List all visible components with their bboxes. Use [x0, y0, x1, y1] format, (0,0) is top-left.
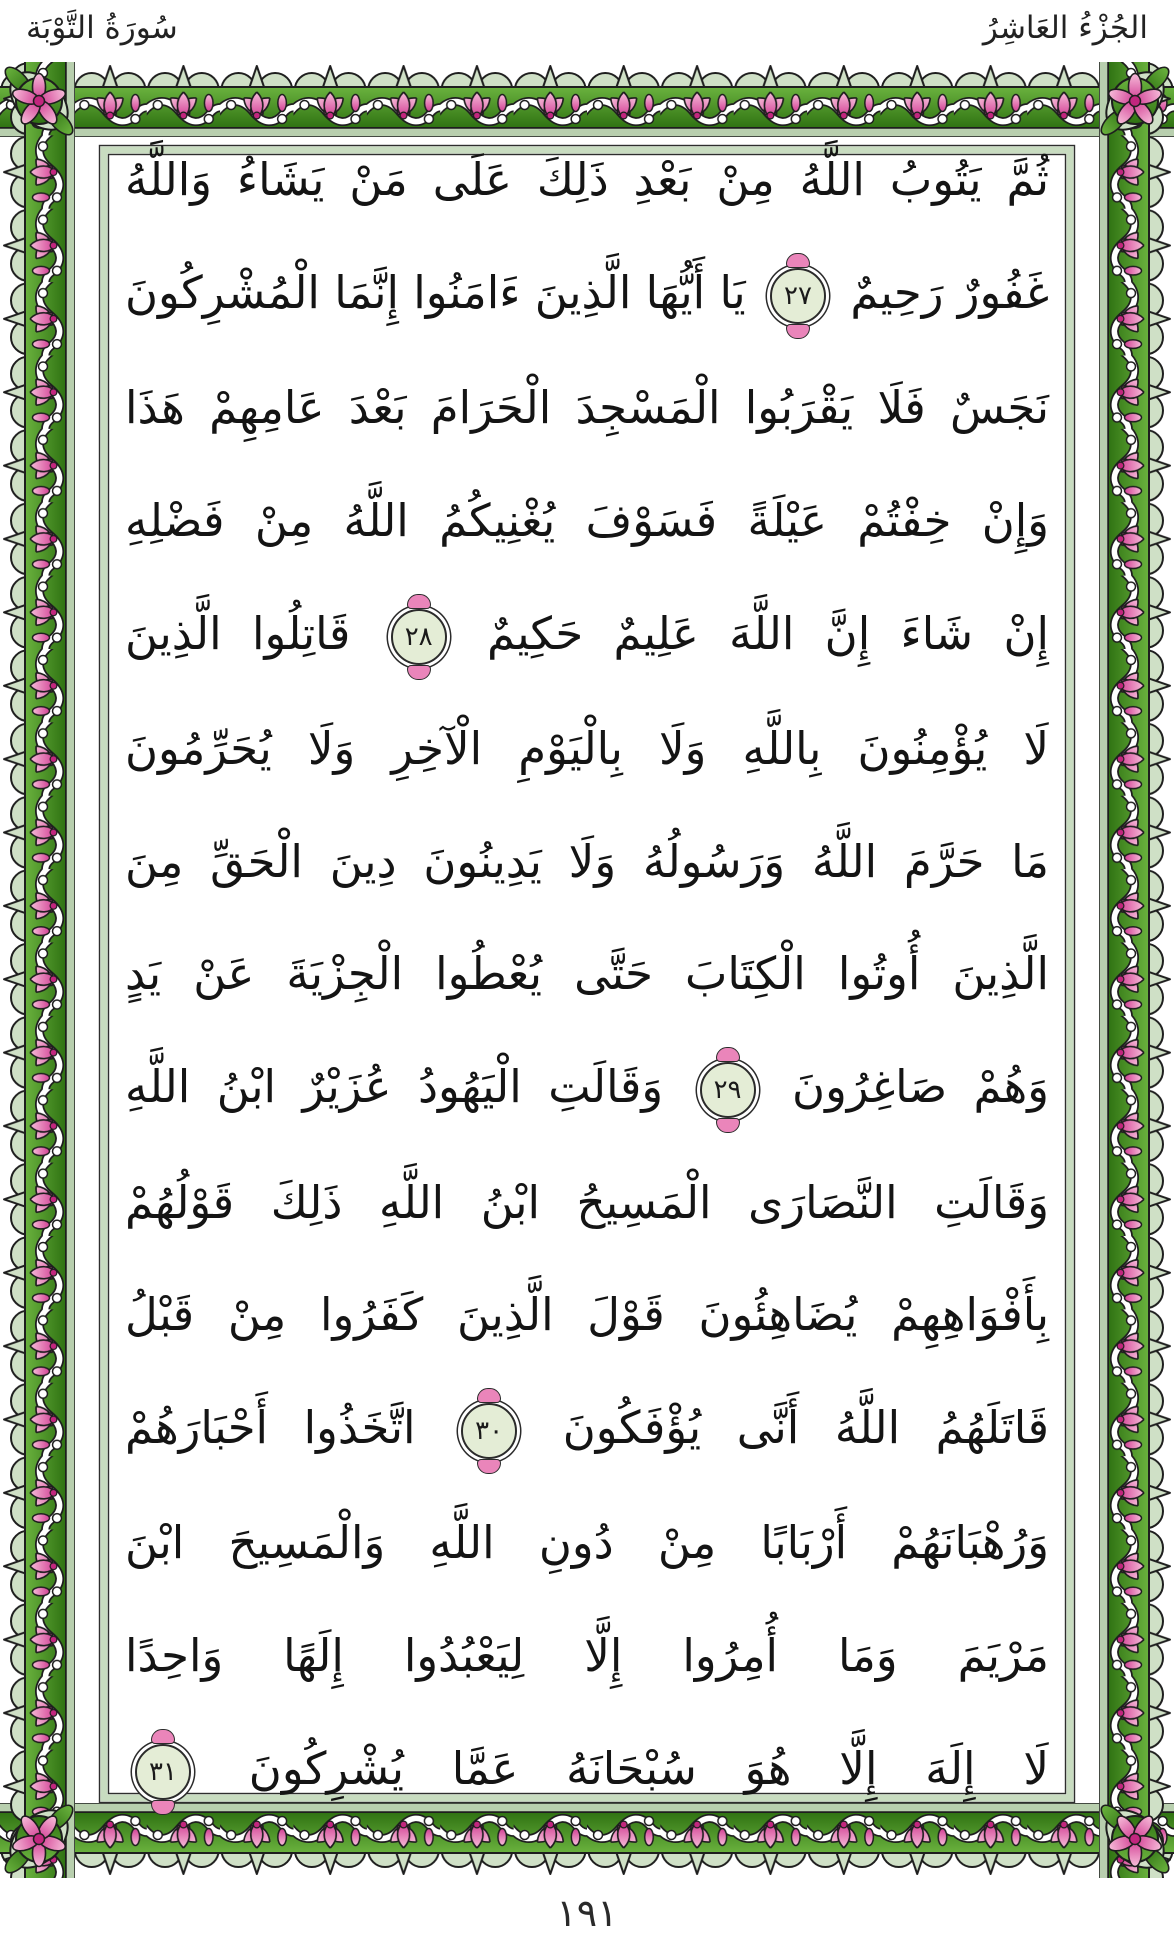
surah-title: سُورَةُ التَّوْبَة	[26, 10, 178, 46]
ayah-text: ثُمَّ يَتُوبُ اللَّهُ مِنْ بَعْدِ ذَلِكَ عَلَى مَنْ يَشَاءُ وَاللَّهُ	[125, 153, 1049, 206]
ayah-text: يَا أَيُّهَا الَّذِينَ ءَامَنُوا إِنَّمَا الْمُشْرِكُونَ	[125, 265, 746, 319]
ayah-text: قَاتِلُوا الَّذِينَ	[125, 606, 351, 660]
quran-line	[125, 1400, 1049, 1459]
ayah-end-marker	[391, 609, 447, 665]
ayah-number: ٢٧	[784, 280, 812, 311]
ayah-text: لَا يُؤْمِنُونَ بِاللَّهِ وَلَا بِالْيَوْمِ الْآخِرِ وَلَا يُحَرِّمُونَ	[125, 722, 1049, 776]
ayah-text: وَقَالَتِ النَّصَارَى الْمَسِيحُ ابْنُ اللَّهِ ذَلِكَ قَوْلُهُمْ	[125, 1175, 1049, 1229]
juz-title: الجُزْءُ العَاشِرُ	[982, 10, 1148, 46]
quran-line	[125, 1059, 1049, 1118]
ayah-text: لَا إِلَهَ إِلَّا هُوَ سُبْحَانَهُ عَمَّا يُشْرِكُونَ	[248, 1741, 1049, 1795]
quran-line	[125, 265, 1049, 324]
ayah-number: ٣١	[149, 1756, 177, 1787]
ayah-text: الَّذِينَ أُوتُوا الْكِتَابَ حَتَّى يُعْطُوا الْجِزْيَةَ عَنْ يَدٍ	[125, 947, 1049, 1001]
quran-line	[125, 1515, 1049, 1571]
ayah-text: وَهُمْ صَاغِرُونَ	[792, 1060, 1049, 1114]
quran-line	[125, 1175, 1049, 1231]
ayah-number: ٢٨	[404, 621, 433, 652]
ayah-text: غَفُورٌ رَحِيمٌ	[850, 265, 1050, 319]
ayah-number: ٢٩	[713, 1075, 742, 1106]
quran-line	[125, 606, 1049, 665]
quran-line	[125, 380, 1049, 436]
ayah-text: قَاتَلَهُمُ اللَّهُ أَنَّى يُؤْفَكُونَ	[562, 1400, 1049, 1454]
quran-line	[125, 834, 1049, 890]
ayah-text: بِأَفْوَاهِهِمْ يُضَاهِئُونَ قَوْلَ الَّذِينَ كَفَرُوا مِنْ قَبْلُ	[125, 1288, 1049, 1342]
quran-text-area	[125, 152, 1049, 1800]
quran-line	[125, 493, 1049, 549]
quran-line	[125, 1741, 1049, 1800]
quran-line	[125, 152, 1049, 208]
ayah-text: وَقَالَتِ الْيَهُودُ عُزَيْرٌ ابْنُ اللَّهِ	[125, 1060, 664, 1114]
ayah-text: نَجَسٌ فَلَا يَقْرَبُوا الْمَسْجِدَ الْحَرَامَ بَعْدَ عَامِهِمْ هَذَا	[125, 381, 1049, 435]
ayah-number: ٣٠	[475, 1415, 504, 1446]
ayah-text: مَرْيَمَ وَمَا أُمِرُوا إِلَّا لِيَعْبُدُوا إِلَهًا وَاحِدًا	[125, 1629, 1049, 1683]
ayah-end-marker	[700, 1062, 756, 1118]
quran-line	[125, 721, 1049, 777]
ayah-text: اتَّخَذُوا أَحْبَارَهُمْ	[125, 1400, 416, 1454]
page-number: ١٩١	[556, 1891, 618, 1935]
ayah-text: مَا حَرَّمَ اللَّهُ وَرَسُولُهُ وَلَا يَدِينُونَ دِينَ الْحَقِّ مِنَ	[125, 834, 1049, 888]
ayah-text: إِنْ شَاءَ إِنَّ اللَّهَ عَلِيمٌ حَكِيمٌ	[487, 606, 1050, 660]
ayah-text: وَرُهْبَانَهُمْ أَرْبَابًا مِنْ دُونِ اللَّهِ وَالْمَسِيحَ ابْنَ	[125, 1516, 1049, 1570]
ayah-end-marker	[461, 1403, 517, 1459]
ayah-end-marker	[135, 1744, 191, 1800]
ayah-text: وَإِنْ خِفْتُمْ عَيْلَةً فَسَوْفَ يُغْنِيكُمُ اللَّهُ مِنْ فَضْلِهِ	[125, 493, 1049, 547]
quran-line	[125, 1628, 1049, 1684]
ayah-end-marker	[770, 268, 826, 324]
quran-line	[125, 1287, 1049, 1343]
quran-line	[125, 946, 1049, 1002]
